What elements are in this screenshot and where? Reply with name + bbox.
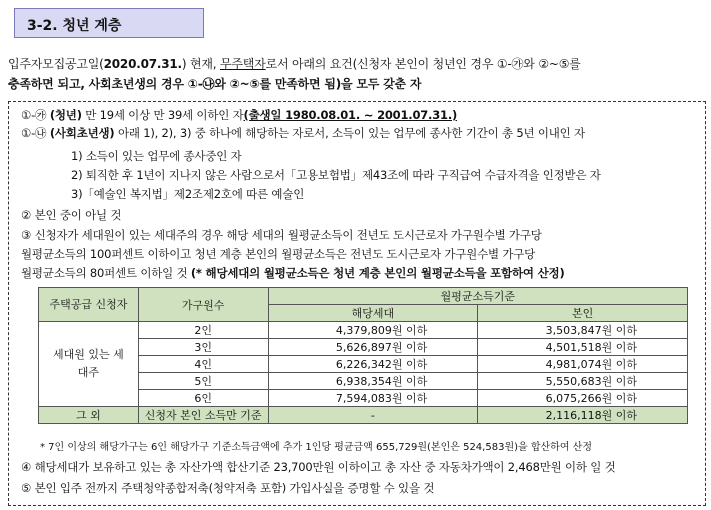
member-count: 5인 [138,373,268,390]
header-self: 본인 [478,305,688,322]
item-text: 만 19세 이상 만 39세 이하인 자 [81,108,244,122]
household-income: 5,626,897원 이하 [268,339,478,356]
item-label: (청년) [49,108,82,122]
self-income: 4,501,518원 이하 [478,339,688,356]
sub-item-2: 2) 퇴직한 후 1년이 지나지 않은 사람으로서「고용보험법」제43조에 따라 구직급여 수급자격을 인정받은 자 [71,168,601,182]
self-income: 4,981,074원 이하 [478,356,688,373]
header-applicant: 주택공급 신청자 [39,288,139,322]
req-4: ④ 해당세대가 보유하고 있는 총 자산가액 합산기준 23,700만원 이하이고 총 자산 중 자동차가액이 2,468만원 이하 일 것 [21,460,616,474]
intro-line-1 [8,54,708,74]
other-household: - [268,407,478,424]
section-title-box [14,8,204,38]
intro-text: 로서 아래의 요건(신청자 본인이 청년인 경우 ①-㉮와 ②~⑤를 [265,57,581,71]
member-count: 4인 [138,356,268,373]
birth-range: (출생일 1980.08.01. ~ 2001.07.31.) [243,108,458,122]
req-5: ⑤ 본인 입주 전까지 주택청약종합저축(청약저축 포함) 가입사실을 증명할 수 있을 것 [21,481,435,495]
req-2: ② 본인 중이 아닐 것 [21,208,122,222]
intro-line-2: 충족하면 되고, 사회초년생의 경우 ①-㉯와 ②~⑤를 만족하면 됨)을 모두 갖춘 자 [8,77,422,91]
item-number: ①-㉮ [21,108,47,122]
req-new-worker [21,124,585,142]
income-note: (* 해당세대의 월평균소득은 청년 계층 본인의 월평균소득을 포함하여 산정) [190,266,565,280]
homeless-term: 무주택자 [220,57,266,71]
header-members: 가구원수 [138,288,268,322]
req-youth [21,106,457,124]
footnote: * 7인 이상의 해당가구는 6인 해당가구 기준소득금액에 추가 1인당 평균금액 655,729원(본인은 524,583원)을 합산하여 산정 [40,442,592,453]
item-text: 아래 1), 2), 3) 중 하나에 해당하는 자로서, 소득이 있는 업무에 종사한 기간이 총 5년 이내인 자 [114,126,585,140]
table-row-other [39,407,688,424]
section-title: 3-2. 청년 계층 [27,18,122,34]
member-count: 3인 [138,339,268,356]
group-label: 세대원 있는 세대주 [39,322,139,407]
req-3-line-3 [21,264,565,282]
income-table [38,287,688,424]
req-3-line-2: 월평균소득의 100퍼센트 이하이고 청년 계층 본인의 월평균소득은 전년도 도시근로자 가구원수별 가구당 [21,247,536,261]
header-income: 월평균소득기준 [268,288,687,305]
household-income: 6,226,342원 이하 [268,356,478,373]
sub-item-3: 3)「예술인 복지법」제2조제2호에 따른 예술인 [71,187,305,201]
item-text: 월평균소득의 80퍼센트 이하일 것 [21,266,191,280]
sub-item-1: 1) 소득이 있는 업무에 종사중인 자 [71,149,242,163]
req-3-line-1: ③ 신청자가 세대원이 있는 세대주의 경우 해당 세대의 월평균소득이 전년도 도시근로자 가구원수별 가구당 [21,228,542,242]
table-row [39,322,688,339]
item-number: ①-㉯ [21,126,47,140]
household-income: 4,379,809원 이하 [268,322,478,339]
self-income: 6,075,266원 이하 [478,390,688,407]
other-self: 2,116,118원 이하 [478,407,688,424]
intro-text: 입주자모집공고일( [8,57,104,71]
household-income: 6,938,354원 이하 [268,373,478,390]
member-count: 2인 [138,322,268,339]
self-income: 5,550,683원 이하 [478,373,688,390]
intro-paragraph [8,54,708,94]
intro-text: ) 현재, [181,57,221,71]
self-income: 3,503,847원 이하 [478,322,688,339]
household-income: 7,594,083원 이하 [268,390,478,407]
other-members: 신청자 본인 소득만 기준 [138,407,268,424]
member-count: 6인 [138,390,268,407]
header-household: 해당세대 [268,305,478,322]
item-label: (사회초년생) [49,126,115,140]
announcement-date: 2020.07.31. [103,57,182,71]
other-label: 그 외 [39,407,139,424]
